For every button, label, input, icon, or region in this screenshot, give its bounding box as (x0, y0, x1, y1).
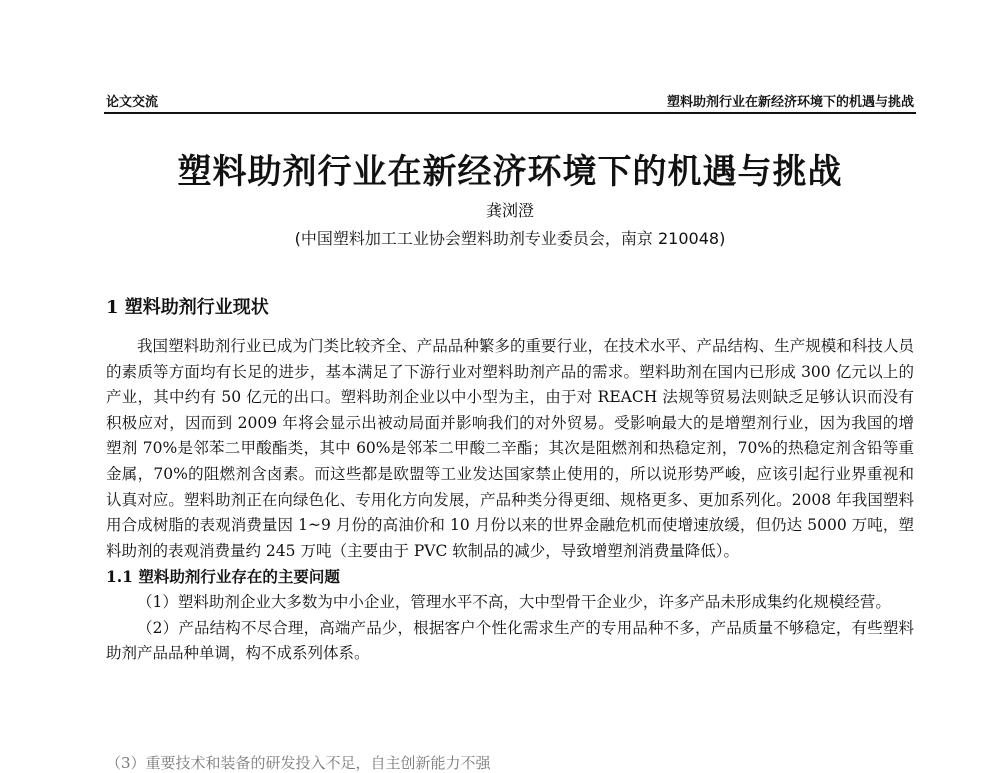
list-item: （2）产品结构不尽合理，高端产品少，根据客户个性化需求生产的专用品种不多，产品质量不够稳定，有些塑料助剂产品品种单调，构不成系列体系。 (106, 618, 914, 663)
header-section-label: 论文交流 (106, 95, 159, 110)
article-title: 塑料助剂行业在新经济环境下的机遇与挑战 (177, 152, 843, 192)
running-header (104, 88, 916, 114)
section-heading: 1 塑料助剂行业现状 (106, 297, 269, 318)
header-article-title: 塑料助剂行业在新经济环境下的机遇与挑战 (666, 95, 914, 110)
article-body (106, 334, 914, 667)
author-affiliation: (中国塑料加工工业协会塑料助剂专业委员会，南京 210048) (294, 229, 726, 248)
cutoff-line: （3）重要技术和装备的研发投入不足，自主创新能力不强 (106, 754, 491, 772)
subsection-heading: 1.1 塑料助剂行业存在的主要问题 (106, 567, 340, 587)
list-item: （1）塑料助剂企业大多数为中小企业，管理水平不高，大中型骨干企业少，许多产品未形成集约化规模经营。 (137, 592, 891, 611)
article-author: 龚浏澄 (485, 201, 534, 220)
body-paragraph: 我国塑料助剂行业已成为门类比较齐全、产品品种繁多的重要行业，在技术水平、产品结构、生产规模和科技人员的素质等方面均有长足的进步，基本满足了下游行业对塑料助剂产品的需求。塑料助剂在国内已形成 300 亿元以上的产业，其中约有 50 亿元的出口。塑料助剂企业以中小型为主，由于对 REACH 法规等贸易法则缺乏足够认识而没有积极应对，因而到 2009 年将会显示出被动局面并影响我们的对外贸易。受影响最大的是增塑剂行业，因为我国的增塑剂 70%是邻苯二甲酸酯类，其中 60%是邻苯二甲酸二辛酯；其次是阻燃剂和热稳定剂，70%的热稳定剂含铅等重金属，70%的阻燃剂含卤素。而这些都是欧盟等工业发达国家禁止使用的，所以说形势严峻，应该引起行业界重视和认真对应。塑料助剂正在向绿色化、专用化方向发展，产品种类分得更细、规格更多、更加系列化。2008 年我国塑料用合成树脂的表观消费量因 1~9 月份的高油价和 10 月份以来的世界金融危机而使增速放缓，但仍达 5000 万吨，塑料助剂的表观消费量约 245 万吨（主要由于 PVC 软制品的减少，导致增塑剂消费量降低）。 (106, 337, 914, 560)
